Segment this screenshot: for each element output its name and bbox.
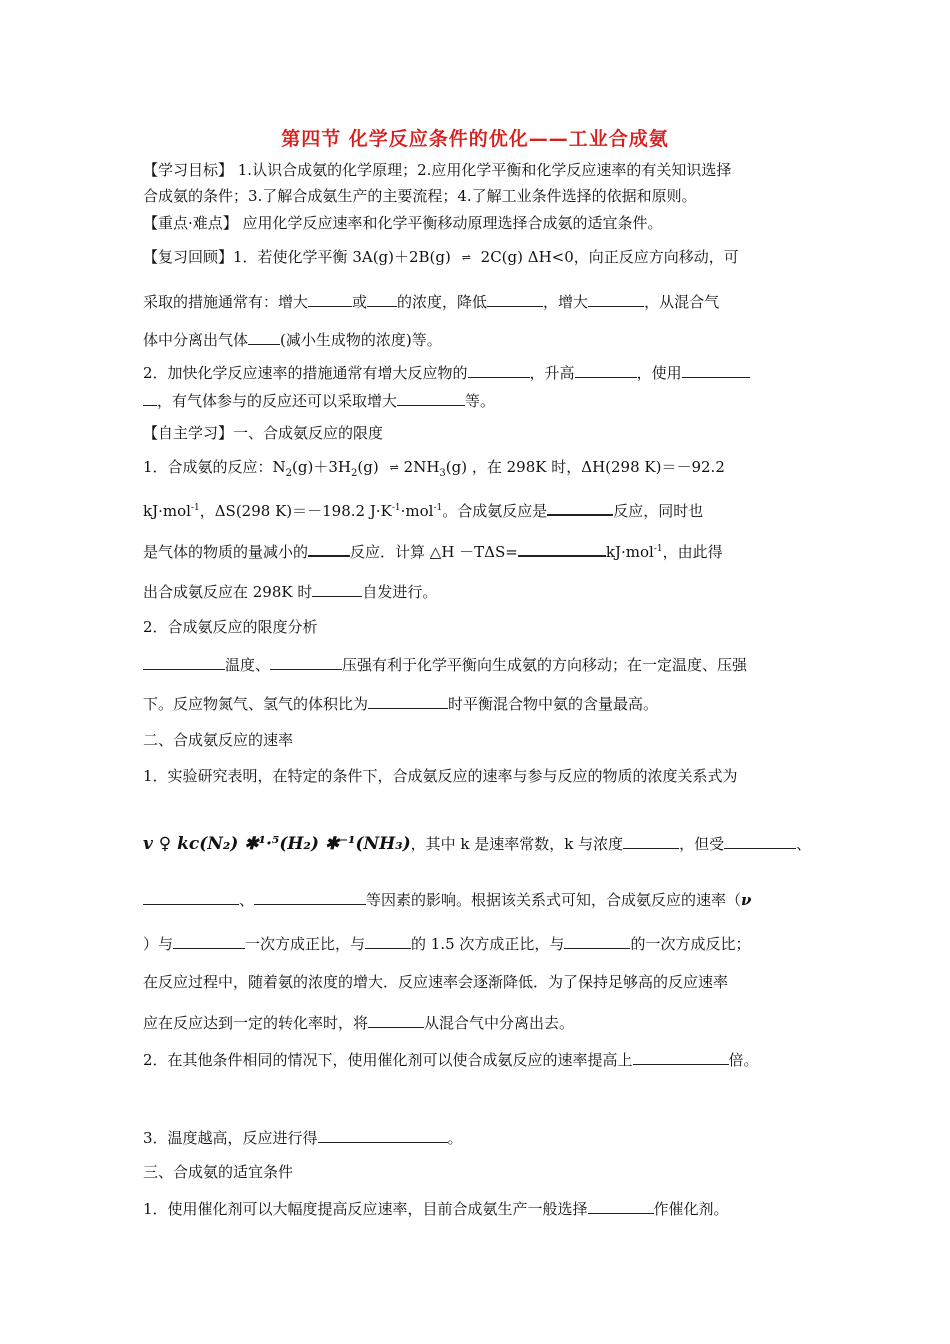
text: 反应，同时也: [613, 502, 704, 520]
answer-blank[interactable]: [248, 329, 280, 345]
answer-blank[interactable]: [487, 291, 543, 307]
answer-blank[interactable]: [143, 390, 157, 406]
text: 等因素的影响。根据该关系式可知，合成氨反应的速率（: [366, 891, 742, 909]
answer-blank[interactable]: [365, 933, 411, 949]
limit-analysis-heading: 2．合成氨反应的限度分析: [143, 618, 318, 636]
self-study-line-1: [143, 457, 725, 484]
rate-line-3: [143, 889, 751, 910]
text: 3．温度越高，反应进行得: [143, 1129, 318, 1147]
review-line-4: [143, 362, 750, 383]
answer-blank[interactable]: [564, 933, 630, 949]
text: 时平衡混合物中氨的含量最高。: [448, 695, 659, 713]
text: 。合成氨反应是: [442, 502, 548, 520]
rate-line-7: [143, 1049, 759, 1070]
review-text: (减小生成物的浓度)等。: [280, 331, 442, 349]
self-study-heading: 【自主学习】一、合成氨反应的限度: [143, 424, 384, 442]
review-text: ，升高: [529, 364, 575, 382]
review-text: 等。: [465, 392, 496, 410]
text: kJ·mol: [605, 543, 654, 561]
text: 。: [447, 1129, 463, 1147]
answer-blank[interactable]: [368, 693, 448, 709]
superscript: -1: [391, 503, 401, 513]
answer-blank[interactable]: [254, 889, 366, 905]
answer-blank[interactable]: [270, 654, 342, 670]
rate-heading: 二、合成氨反应的速率: [143, 731, 294, 749]
text: 1．使用催化剂可以大幅度提高反应速率，目前合成氨生产一般选择: [143, 1200, 588, 1218]
rate-line-8: [143, 1127, 463, 1148]
answer-blank[interactable]: [588, 1198, 654, 1214]
objectives-line-2: 合成氨的条件；3.了解合成氨生产的主要流程；4.了解工业条件选择的依据和原则。: [143, 187, 697, 205]
text: 倍。: [728, 1051, 759, 1069]
rate-line-2: [143, 833, 811, 854]
text: 压强有利于化学平衡向生成氨的方向移动；在一定温度、压强: [342, 656, 748, 674]
text: 反应．计算 △H －TΔS=: [350, 543, 518, 561]
subscript: 2: [285, 468, 293, 479]
page-title: 第四节 化学反应条件的优化——工业合成氨: [281, 128, 669, 150]
answer-blank[interactable]: [724, 833, 796, 849]
text: ）与: [143, 935, 174, 953]
review-text: 体中分离出气体: [143, 331, 249, 349]
answer-blank[interactable]: [368, 1012, 424, 1028]
text: 是气体的物质的量减小的: [143, 543, 309, 561]
rate-line-6: [143, 1012, 574, 1033]
answer-blank[interactable]: [547, 499, 613, 516]
key-points: 【重点·难点】 应用化学反应速率和化学平衡移动原理选择合成氨的适宜条件。: [143, 214, 663, 232]
text: ，但受: [679, 835, 725, 853]
review-text: 2C(g) ΔH<0，向正反应方向移动，可: [480, 248, 739, 266]
text: 下。反应物氮气、氢气的体积比为: [143, 695, 369, 713]
answer-blank[interactable]: [143, 654, 225, 670]
answer-blank[interactable]: [623, 833, 679, 849]
review-text: 【复习回顾】1．若使化学平衡 3A(g)＋2B(g): [143, 248, 451, 266]
limit-analysis-line-1: [143, 654, 747, 675]
answer-blank[interactable]: [173, 933, 245, 949]
objectives-line-1: 【学习目标】 1.认识合成氨的化学原理；2.应用化学平衡和化学反应速率的有关知识选择: [143, 161, 732, 179]
answer-blank[interactable]: [518, 540, 606, 557]
subscript: 2: [350, 468, 358, 479]
answer-blank[interactable]: [308, 291, 352, 307]
answer-blank[interactable]: [468, 362, 530, 378]
text: 一次方成正比，与: [245, 935, 366, 953]
review-text: 的浓度，降低: [397, 293, 488, 311]
text: (g)＋3H: [292, 458, 351, 476]
review-text: ，增大: [543, 293, 589, 311]
conditions-heading: 三、合成氨的适宜条件: [143, 1163, 294, 1181]
text: ，ΔS(298 K)＝－198.2 J·K: [199, 502, 392, 520]
answer-blank[interactable]: [575, 362, 637, 378]
text: 温度、: [225, 656, 271, 674]
text: 自发进行。: [362, 583, 438, 601]
text: 的一次方成反比；: [630, 935, 751, 953]
text: (g): [357, 458, 379, 476]
text: 从混合气中分离出去。: [424, 1014, 575, 1032]
answer-blank[interactable]: [312, 581, 362, 597]
review-text: ，有气体参与的反应还可以采取增大: [157, 392, 398, 410]
answer-blank[interactable]: [682, 362, 750, 378]
text: 2NH: [403, 458, 440, 476]
text: 作催化剂。: [653, 1200, 729, 1218]
review-line-2: [143, 291, 719, 312]
answer-blank[interactable]: [318, 1127, 448, 1143]
review-line-5: [143, 390, 495, 411]
text: 1．合成氨的反应：N: [143, 458, 286, 476]
rate-line-4: [143, 933, 750, 954]
rate-line-5: 在反应过程中，随着氨的浓度的增大．反应速率会逐渐降低．为了保持足够高的反应速率: [143, 973, 729, 991]
review-line-3: [143, 329, 442, 350]
text: ·mol: [400, 502, 434, 520]
review-line-1: [143, 247, 739, 268]
equilibrium-arrow-icon: ⇌: [461, 251, 470, 264]
text: ，由此得: [662, 543, 723, 561]
answer-blank[interactable]: [588, 291, 644, 307]
review-text: 或: [352, 293, 368, 311]
review-text: 2．加快化学反应速率的措施通常有增大反应物的: [143, 364, 468, 382]
superscript: -1: [190, 503, 200, 513]
review-text: 采取的措施通常有：增大: [143, 293, 309, 311]
superscript: -1: [433, 503, 443, 513]
equilibrium-arrow-icon: ⇌: [389, 461, 398, 474]
conditions-line-1: [143, 1198, 729, 1219]
self-study-line-2: [143, 498, 703, 521]
answer-blank[interactable]: [633, 1049, 729, 1065]
text: 出合成氨反应在 298K 时: [143, 583, 313, 601]
review-text: ，从混合气: [644, 293, 720, 311]
text: ，其中 k 是速率常数，k 与浓度: [410, 835, 624, 853]
self-study-line-3: [143, 539, 723, 562]
self-study-line-4: [143, 581, 437, 602]
text: (g) ，在 298K 时，ΔH(298 K)＝－92.2: [445, 458, 725, 476]
text: 应在反应达到一定的转化率时，将: [143, 1014, 369, 1032]
text: 、: [239, 891, 255, 909]
limit-analysis-line-2: [143, 693, 658, 714]
text: kJ·mol: [143, 502, 191, 520]
answer-blank[interactable]: [143, 889, 239, 905]
answer-blank[interactable]: [397, 390, 465, 406]
review-text: ，使用: [636, 364, 682, 382]
superscript: -1: [653, 544, 663, 554]
answer-blank[interactable]: [367, 291, 397, 307]
answer-blank[interactable]: [308, 540, 350, 557]
rate-equation-image: v ♀ kc(N₂) ✱¹·⁵(H₂) ✱⁻¹(NH₃): [143, 834, 411, 854]
rate-line-1: 1．实验研究表明，在特定的条件下，合成氨反应的速率与参与反应的物质的浓度关系式为: [143, 767, 738, 785]
text: 的 1.5 次方成正比，与: [411, 935, 565, 953]
text: 2．在其他条件相同的情况下，使用催化剂可以使合成氨反应的速率提高上: [143, 1051, 633, 1069]
rate-symbol: ν: [741, 891, 752, 909]
text: 、: [796, 835, 812, 853]
subscript: 3: [439, 468, 446, 479]
